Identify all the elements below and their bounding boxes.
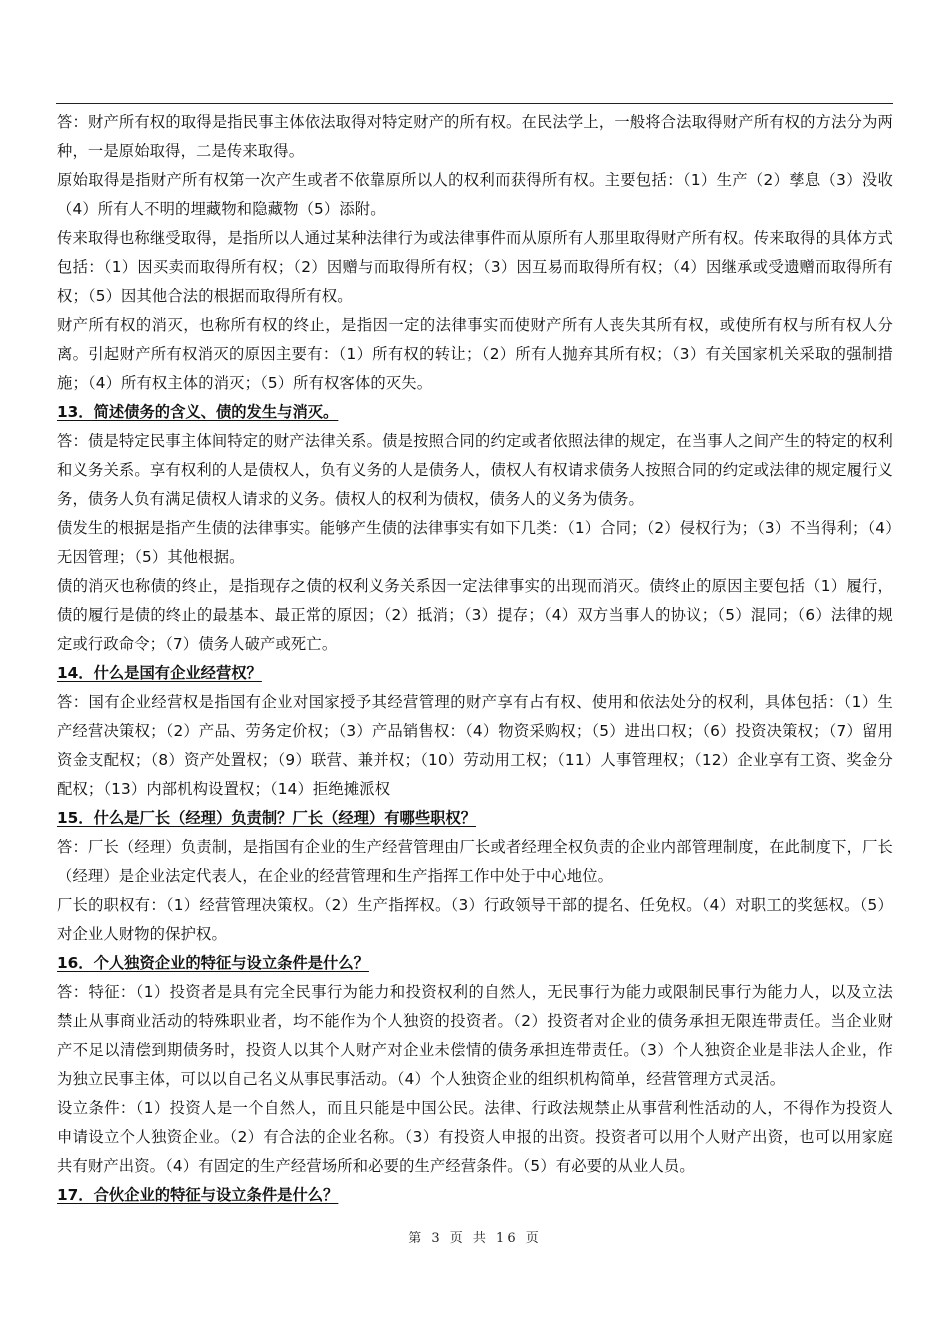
paragraph: 原始取得是指财产所有权第一次产生或者不依靠原所以人的权利而获得所有权。主要包括：（1）生产（2）孳息（3）没收（4）所有人不明的埋藏物和隐藏物（5）添附。 bbox=[57, 171, 893, 218]
paragraph: 债发生的根据是指产生债的法律事实。能够产生债的法律事实有如下几类：（1）合同；（2）侵权行为；（3）不当得利；（4）无因管理；（5）其他根据。 bbox=[57, 519, 893, 566]
question-heading bbox=[57, 804, 893, 833]
header-rule bbox=[56, 103, 893, 104]
paragraph: 传来取得也称继受取得，是指所以人通过某种法律行为或法律事件而从原所有人那里取得财产所有权。传来取得的具体方式包括：（1）因买卖而取得所有权；（2）因赠与而取得所有权；（3）因互易而取得所有权；（4）因继承或受遗赠而取得所有权；（5）因其他合法的根据而取得所有权。 bbox=[57, 229, 893, 305]
paragraph: 财产所有权的消灭，也称所有权的终止，是指因一定的法律事实而使财产所有人丧失其所有权，或使所有权与所有权人分离。引起财产所有权消灭的原因主要有：（1）所有权的转让；（2）所有人抛弃其所有权；（3）有关国家机关采取的强制措施；（4）所有权主体的消灭；（5）所有权客体的灭失。 bbox=[57, 316, 893, 392]
page-number-footer: 第 3 页 共 16 页 bbox=[408, 1231, 542, 1246]
question-heading bbox=[57, 1181, 893, 1210]
question-heading-text: 16．个人独资企业的特征与设立条件是什么？ bbox=[57, 954, 369, 972]
paragraph: 答：国有企业经营权是指国有企业对国家授予其经营管理的财产享有占有权、使用和依法处分的权利，具体包括：（1）生产经营决策权；（2）产品、劳务定价权；（3）产品销售权：（4）物资采购权；（5）进出口权；（6）投资决策权；（7）留用资金支配权；（8）资产处置权；（9）联营、兼并权；（10）劳动用工权；（11）人事管理权；（12）企业享有工资、奖金分配权；（13）内部机构设置权；（14）拒绝摊派权 bbox=[57, 693, 893, 798]
question-heading-text: 13．简述债务的含义、债的发生与消灭。 bbox=[57, 403, 339, 421]
question-heading-text: 15．什么是厂长（经理）负责制？厂长（经理）有哪些职权？ bbox=[57, 809, 477, 827]
paragraph: 厂长的职权有：（1）经营管理决策权。（2）生产指挥权。（3）行政领导干部的提名、任免权。（4）对职工的奖惩权。（5）对企业人财物的保护权。 bbox=[57, 896, 893, 943]
paragraph: 答：债是特定民事主体间特定的财产法律关系。债是按照合同的约定或者依照法律的规定，在当事人之间产生的特定的权利和义务关系。享有权利的人是债权人，负有义务的人是债务人，债权人有权请求债务人按照合同的约定或法律的规定履行义务，债务人负有满足债权人请求的义务。债权人的权利为债权，债务人的义务为债务。 bbox=[57, 432, 893, 508]
page-body bbox=[57, 108, 893, 1210]
question-heading bbox=[57, 398, 893, 427]
paragraph: 答：特征：（1）投资者是具有完全民事行为能力和投资权利的自然人，无民事行为能力或限制民事行为能力人，以及立法禁止从事商业活动的特殊职业者，均不能作为个人独资的投资者。（2）投资者对企业的债务承担无限连带责任。当企业财产不足以清偿到期债务时，投资人以其个人财产对企业未偿情的债务承担连带责任。（3）个人独资企业是非法人企业，作为独立民事主体，可以以自己名义从事民事活动。（4）个人独资企业的组织机构简单，经营管理方式灵活。 bbox=[57, 983, 893, 1088]
question-heading bbox=[57, 949, 893, 978]
question-heading-text: 17．合伙企业的特征与设立条件是什么？ bbox=[57, 1186, 339, 1204]
paragraph: 答：财产所有权的取得是指民事主体依法取得对特定财产的所有权。在民法学上，一般将合法取得财产所有权的方法分为两种，一是原始取得，二是传来取得。 bbox=[57, 113, 893, 160]
paragraph: 债的消灭也称债的终止，是指现存之债的权利义务关系因一定法律事实的出现而消灭。债终止的原因主要包括（1）履行，债的履行是债的终止的最基本、最正常的原因；（2）抵消；（3）提存；（4）双方当事人的协议；（5）混同；（6）法律的规定或行政命令；（7）债务人破产或死亡。 bbox=[57, 577, 893, 653]
question-heading-text: 14．什么是国有企业经营权？ bbox=[57, 664, 262, 682]
question-heading bbox=[57, 659, 893, 688]
paragraph: 设立条件：（1）投资人是一个自然人，而且只能是中国公民。法律、行政法规禁止从事营利性活动的人，不得作为投资人申请设立个人独资企业。（2）有合法的企业名称。（3）有投资人申报的出资。投资者可以用个人财产出资，也可以用家庭共有财产出资。（4）有固定的生产经营场所和必要的生产经营条件。（5）有必要的从业人员。 bbox=[57, 1099, 893, 1175]
paragraph: 答：厂长（经理）负责制，是指国有企业的生产经营管理由厂长或者经理全权负责的企业内部管理制度，在此制度下，厂长（经理）是企业法定代表人，在企业的经营管理和生产指挥工作中处于中心地位。 bbox=[57, 838, 893, 885]
